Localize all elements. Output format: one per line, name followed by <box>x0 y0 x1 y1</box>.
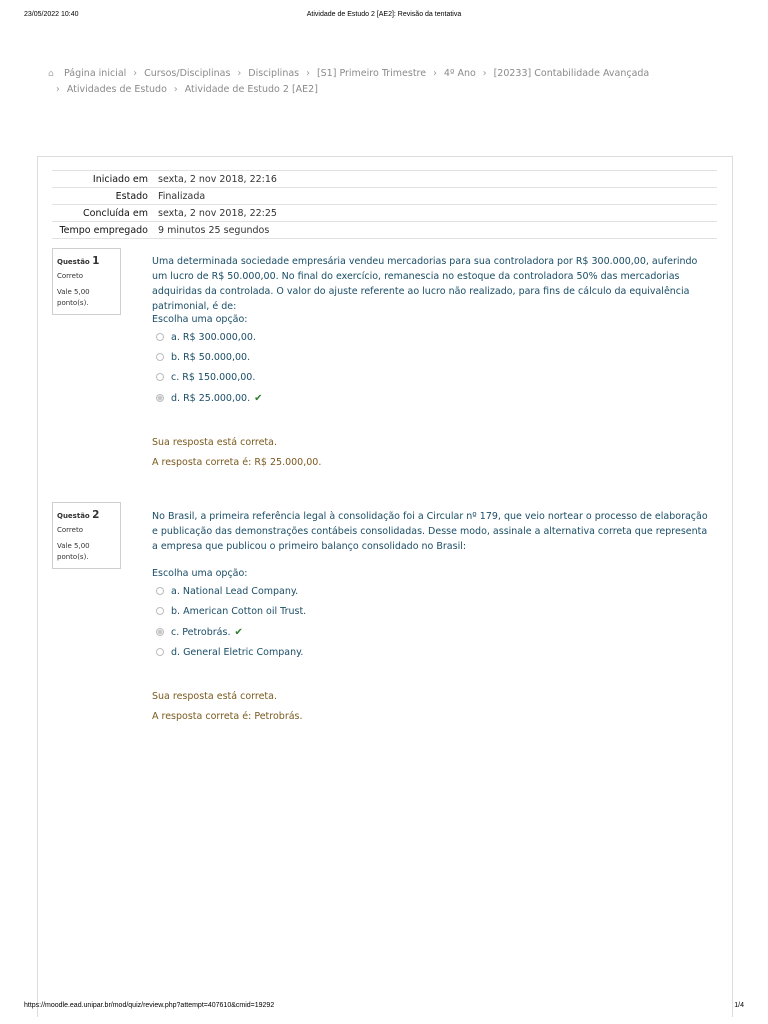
answer-prompt: Escolha uma opção: <box>152 568 248 579</box>
chevron-right-icon: › <box>237 68 242 79</box>
question-text-1: Uma determinada sociedade empresária vendeu mercadorias para sua controladora por R$ 300.000,00, auferindo um lucro de R$ 50.000,00. No final do exercício, remanescia no estoque da controladora 50% das mercadorias adquiridas da controlada. O valor do ajuste referente ao lucro não realizado, para fins de cálculo da equivalência patrimonial, é de: <box>152 256 698 312</box>
table-row <box>52 205 717 222</box>
answer-option-d[interactable]: d. R$ 25.000,00. ✔ <box>156 391 263 405</box>
attempt-summary-table <box>52 170 717 239</box>
chevron-right-icon: › <box>482 68 487 79</box>
question-grade: Vale 5,00 ponto(s). <box>57 542 90 561</box>
radio-button[interactable] <box>156 353 164 361</box>
chevron-right-icon: › <box>56 84 60 95</box>
answer-option-d[interactable]: d. General Eletric Company. <box>156 645 303 659</box>
question-grade: Vale 5,00 ponto(s). <box>57 288 90 307</box>
answer-option-b[interactable]: b. American Cotton oil Trust. <box>156 604 306 618</box>
radio-button[interactable] <box>156 333 164 341</box>
chevron-right-icon: › <box>306 68 310 79</box>
breadcrumb-activity[interactable]: Atividade de Estudo 2 [AE2] <box>184 84 318 95</box>
question-state: Correto <box>57 526 83 534</box>
print-date: 23/05/2022 10:40 <box>24 11 79 18</box>
print-url: https://moodle.ead.unipar.br/mod/quiz/review.php?attempt=407610&cmid=19292 <box>24 1002 275 1009</box>
question-text-2: No Brasil, a primeira referência legal à consolidação foi a Circular nº 179, que veio nortear o processo de elaboração e publicação das demonstrações contábeis consolidadas. Desse modo, assinale a alternativa correta que representa a empresa que publicou o primeiro balanço consolidado no Brasil: <box>152 511 708 552</box>
table-row <box>52 188 717 205</box>
chevron-right-icon: › <box>133 68 138 79</box>
radio-button-selected[interactable] <box>156 628 164 636</box>
breadcrumb <box>48 66 728 97</box>
summary-value: 9 minutos 25 segundos <box>158 222 717 239</box>
answer-option-a[interactable]: a. R$ 300.000,00. <box>156 330 256 344</box>
feedback-text: Sua resposta está correta. <box>152 691 277 702</box>
breadcrumb-term[interactable]: [S1] Primeiro Trimestre <box>316 68 427 79</box>
breadcrumb-home[interactable]: Página inicial <box>64 68 127 79</box>
answer-option-b[interactable]: b. R$ 50.000,00. <box>156 350 250 364</box>
check-icon: ✔ <box>254 392 263 404</box>
breadcrumb-activities[interactable]: Atividades de Estudo <box>66 84 167 95</box>
breadcrumb-year[interactable]: 4º Ano <box>443 68 476 79</box>
radio-button[interactable] <box>156 648 164 656</box>
breadcrumb-course[interactable]: [20233] Contabilidade Avançada <box>493 68 650 79</box>
summary-label: Tempo empregado <box>52 222 158 239</box>
answer-prompt: Escolha uma opção: <box>152 314 248 325</box>
radio-button[interactable] <box>156 607 164 615</box>
breadcrumb-disciplines[interactable]: Disciplinas <box>248 68 300 79</box>
answer-option-a[interactable]: a. National Lead Company. <box>156 584 298 598</box>
right-answer-text: A resposta correta é: Petrobrás. <box>152 711 303 722</box>
radio-button[interactable] <box>156 373 164 381</box>
summary-value: Finalizada <box>158 188 717 205</box>
breadcrumb-courses[interactable]: Cursos/Disciplinas <box>144 68 231 79</box>
summary-value: sexta, 2 nov 2018, 22:25 <box>158 205 717 222</box>
answer-option-c[interactable]: c. R$ 150.000,00. <box>156 370 255 384</box>
home-icon: ⌂ <box>48 69 54 79</box>
question-info-1 <box>52 248 121 315</box>
table-row <box>52 171 717 188</box>
summary-label: Concluída em <box>52 205 158 222</box>
question-state: Correto <box>57 272 83 280</box>
summary-label: Iniciado em <box>52 171 158 188</box>
question-number: Questão 2 <box>57 509 100 521</box>
radio-button-selected[interactable] <box>156 394 164 402</box>
chevron-right-icon: › <box>433 68 437 79</box>
summary-label: Estado <box>52 188 158 205</box>
check-icon: ✔ <box>234 626 243 638</box>
print-title: Atividade de Estudo 2 [AE2]: Revisão da tentativa <box>306 11 462 18</box>
radio-button[interactable] <box>156 587 164 595</box>
question-info-2 <box>52 502 121 569</box>
answer-option-c[interactable]: c. Petrobrás. ✔ <box>156 625 243 639</box>
table-row <box>52 222 717 239</box>
right-answer-text: A resposta correta é: R$ 25.000,00. <box>152 457 322 468</box>
feedback-text: Sua resposta está correta. <box>152 437 277 448</box>
print-page-number: 1/4 <box>734 1002 744 1009</box>
question-number: Questão 1 <box>57 255 100 267</box>
summary-value: sexta, 2 nov 2018, 22:16 <box>158 171 717 188</box>
chevron-right-icon: › <box>173 84 178 95</box>
